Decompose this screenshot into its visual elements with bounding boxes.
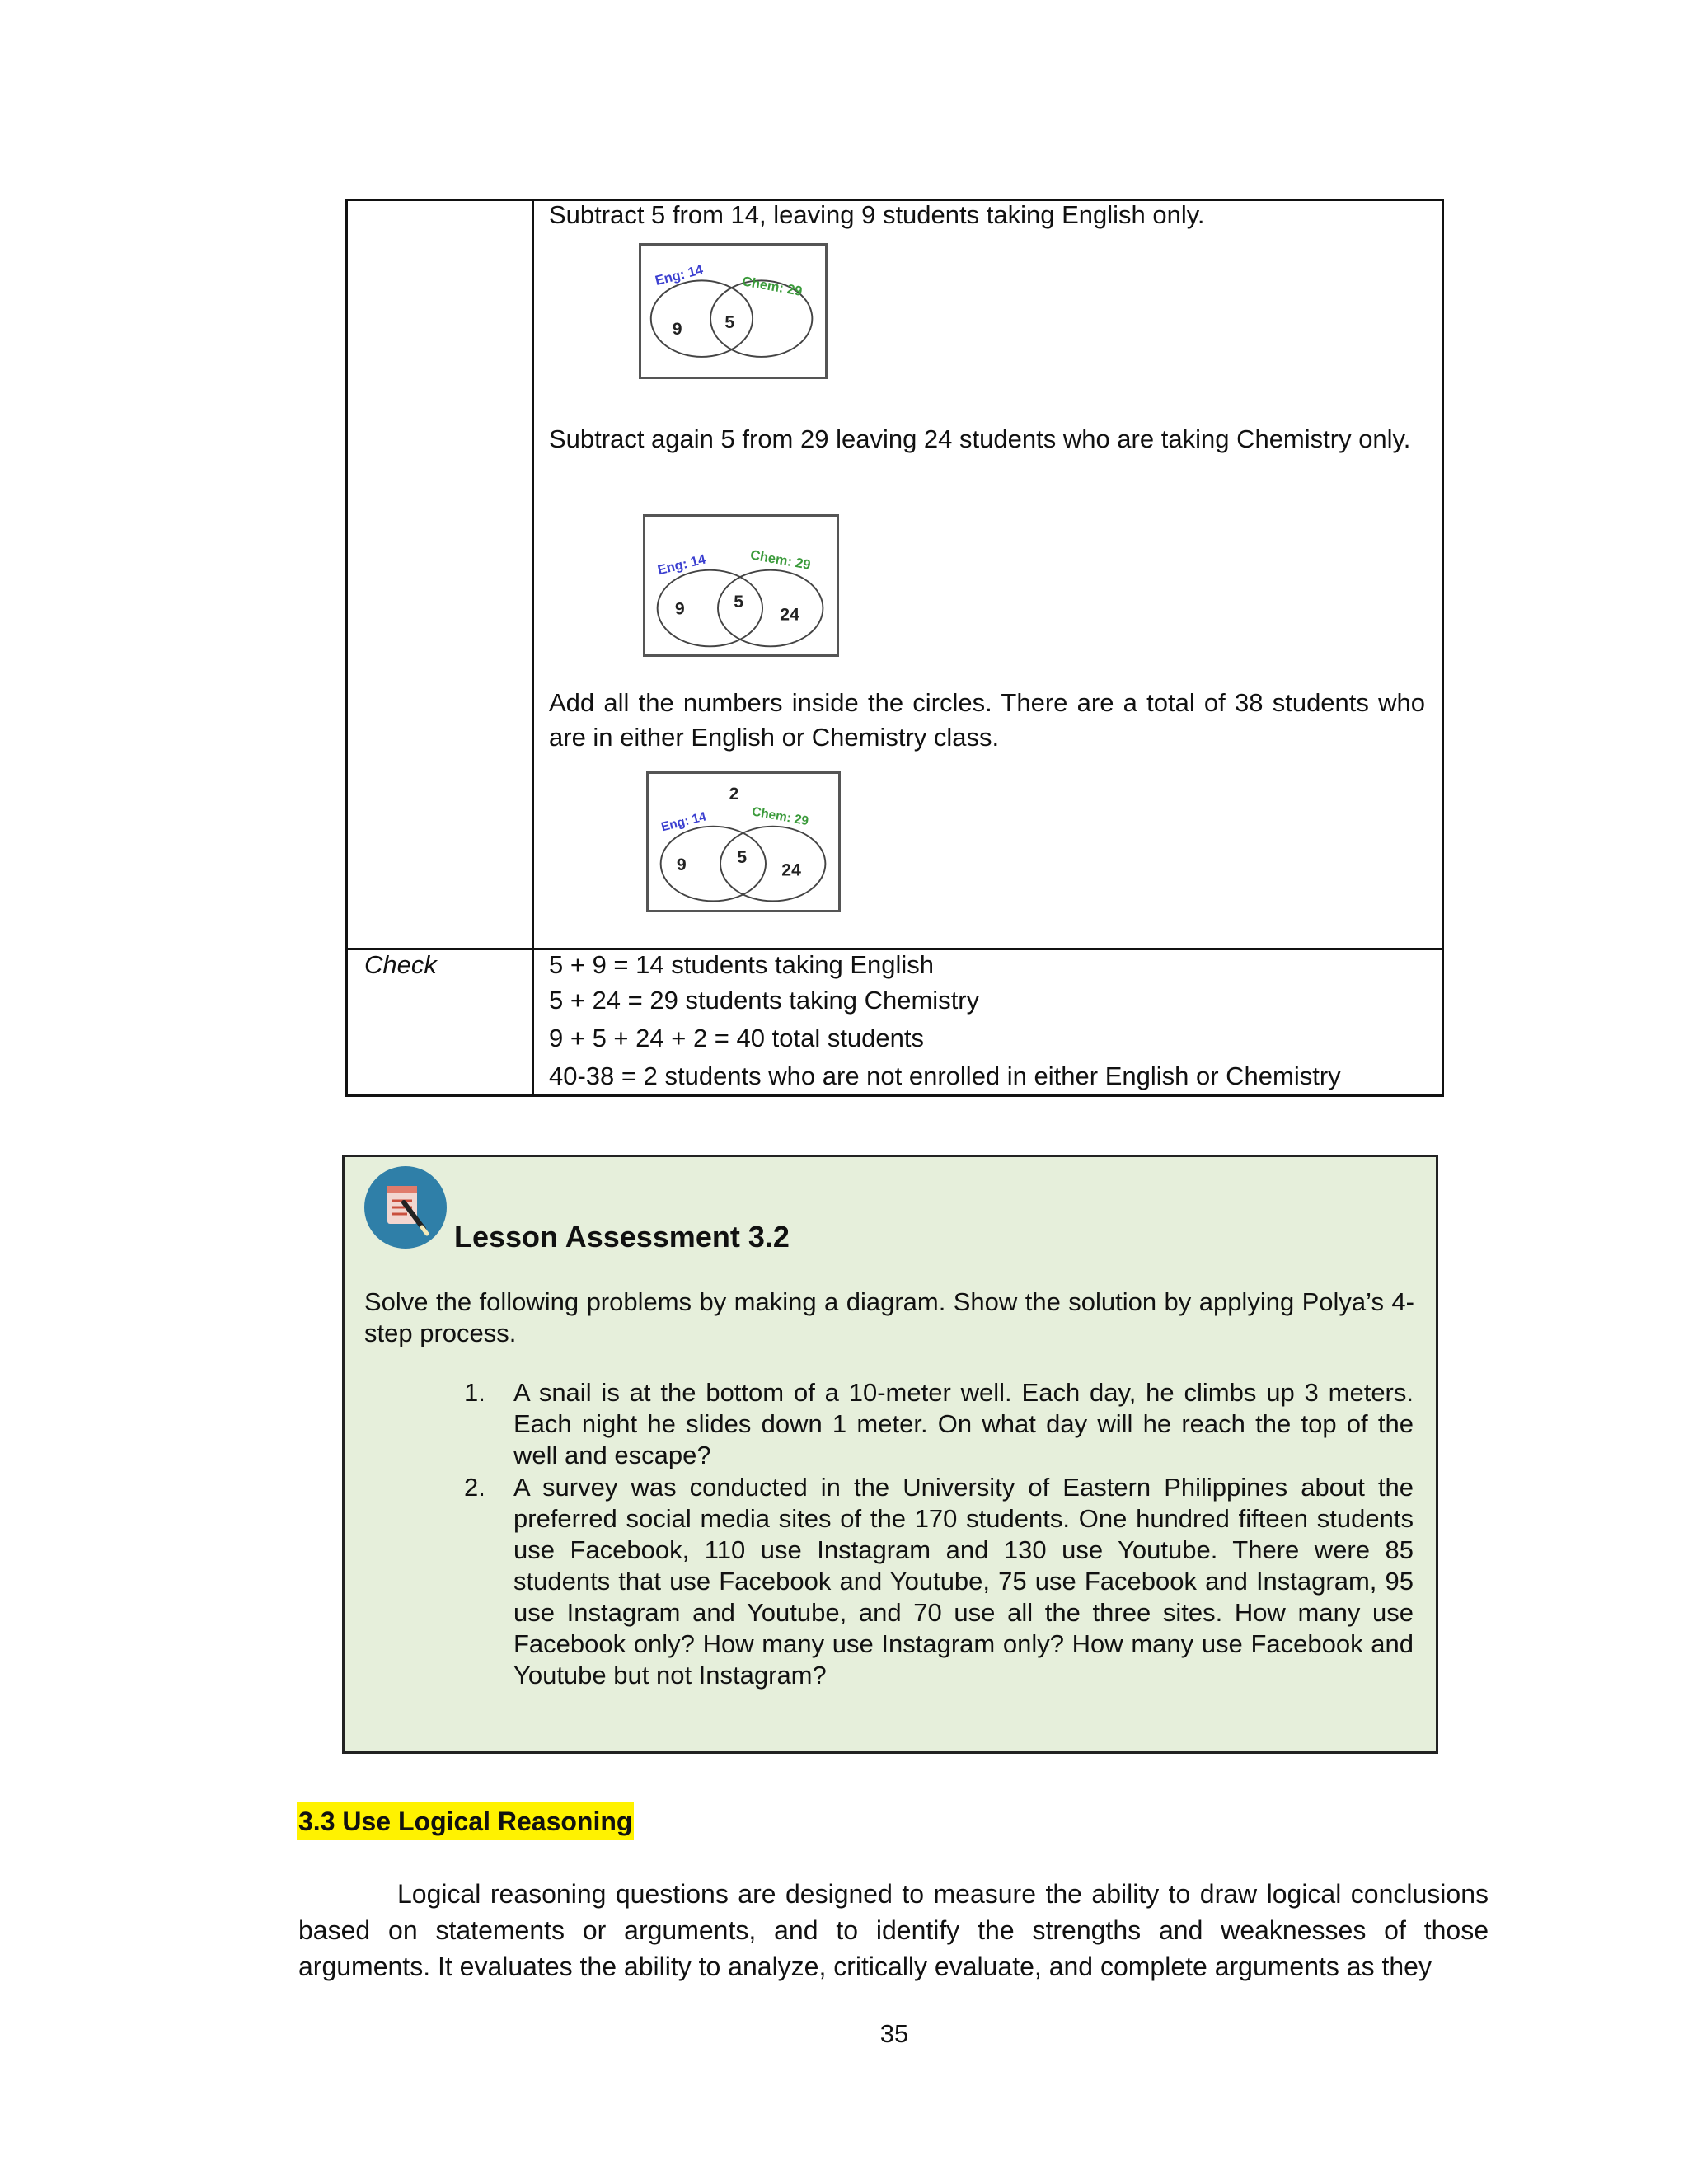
english-label: Eng: 14 — [656, 551, 708, 579]
venn-diagram-1-svg — [641, 246, 825, 377]
venn-diagram-3-svg — [649, 774, 838, 910]
check-line-3: 9 + 5 + 24 + 2 = 40 total students — [549, 1024, 925, 1052]
chemistry-only-value: 24 — [781, 860, 801, 880]
venn-diagram-3 — [646, 771, 841, 912]
notepad-pencil-icon — [363, 1165, 448, 1250]
check-line-2: 5 + 24 = 29 students taking Chemistry — [549, 986, 980, 1015]
english-circle — [658, 570, 762, 647]
english-only-value: 9 — [674, 599, 685, 619]
intersection-value: 5 — [737, 848, 748, 868]
venn-diagram-1 — [639, 243, 828, 379]
chemistry-label: Chem: 29 — [740, 274, 804, 299]
table-column-divider — [532, 199, 534, 1097]
outside-value: 2 — [729, 784, 739, 804]
solution-step1-text: Subtract 5 from 14, leaving 9 students taking English only. — [549, 200, 1205, 229]
chemistry-label: Chem: 29 — [750, 804, 810, 829]
solution-step3-text: Add all the numbers inside the circles. There are a total of 38 students who are in either English or Chemistry class. — [549, 688, 1425, 752]
assessment-title: Lesson Assessment 3.2 — [454, 1220, 790, 1254]
english-only-value: 9 — [676, 855, 687, 874]
english-label: Eng: 14 — [654, 262, 705, 289]
assessment-item-2-number: 2. — [464, 1473, 485, 1502]
chemistry-only-value: 24 — [780, 605, 799, 625]
check-line-4: 40-38 = 2 students who are not enrolled in either English or Chemistry — [549, 1062, 1341, 1090]
chemistry-label: Chem: 29 — [748, 547, 812, 573]
assessment-instructions: Solve the following problems by making a diagram. Show the solution by applying Polya’s 4-step process. — [364, 1287, 1414, 1347]
english-circle — [651, 280, 753, 357]
intersection-value: 5 — [734, 593, 744, 612]
section-paragraph: Logical reasoning questions are designed to measure the ability to draw logical conclusions based on statements or arguments, and to identify the strengths and weaknesses of those arguments. It evaluates the ability to analyze, critically evaluate, and complete arguments as they — [298, 1879, 1489, 1981]
english-label: Eng: 14 — [659, 809, 708, 835]
section-heading: 3.3 Use Logical Reasoning — [297, 1802, 634, 1840]
page-number: 35 — [879, 2019, 909, 2048]
venn-diagram-2 — [643, 514, 839, 657]
assessment-item-2-text: A survey was conducted in the University of Eastern Philippines about the preferred social media sites of the 170 students. One hundred fifteen students use Facebook, 110 use Instagram and 130 use Youtube. There were 85 students that use Facebook and Youtube, 75 use Facebook and Instagram, 95 use Instagram and Youtube, and 70 use all the three sites. How many use Facebook only? How many use Instagram only? How many use Facebook and Youtube but not Instagram? — [513, 1473, 1414, 1690]
english-only-value: 9 — [672, 319, 682, 339]
assessment-item-1-number: 1. — [464, 1378, 485, 1407]
check-label: Check — [364, 950, 437, 979]
venn-diagram-2-svg — [645, 517, 837, 654]
check-line-1: 5 + 9 = 14 students taking English — [549, 950, 935, 979]
assessment-item-1-text: A snail is at the bottom of a 10-meter well. Each day, he climbs up 3 meters. Each night he slides down 1 meter. On what day will he reach the top of the well and escape? — [513, 1378, 1414, 1469]
chemistry-circle — [720, 827, 825, 902]
intersection-value: 5 — [724, 313, 735, 333]
solution-step2-text: Subtract again 5 from 29 leaving 24 students who are taking Chemistry only. — [549, 424, 1411, 453]
